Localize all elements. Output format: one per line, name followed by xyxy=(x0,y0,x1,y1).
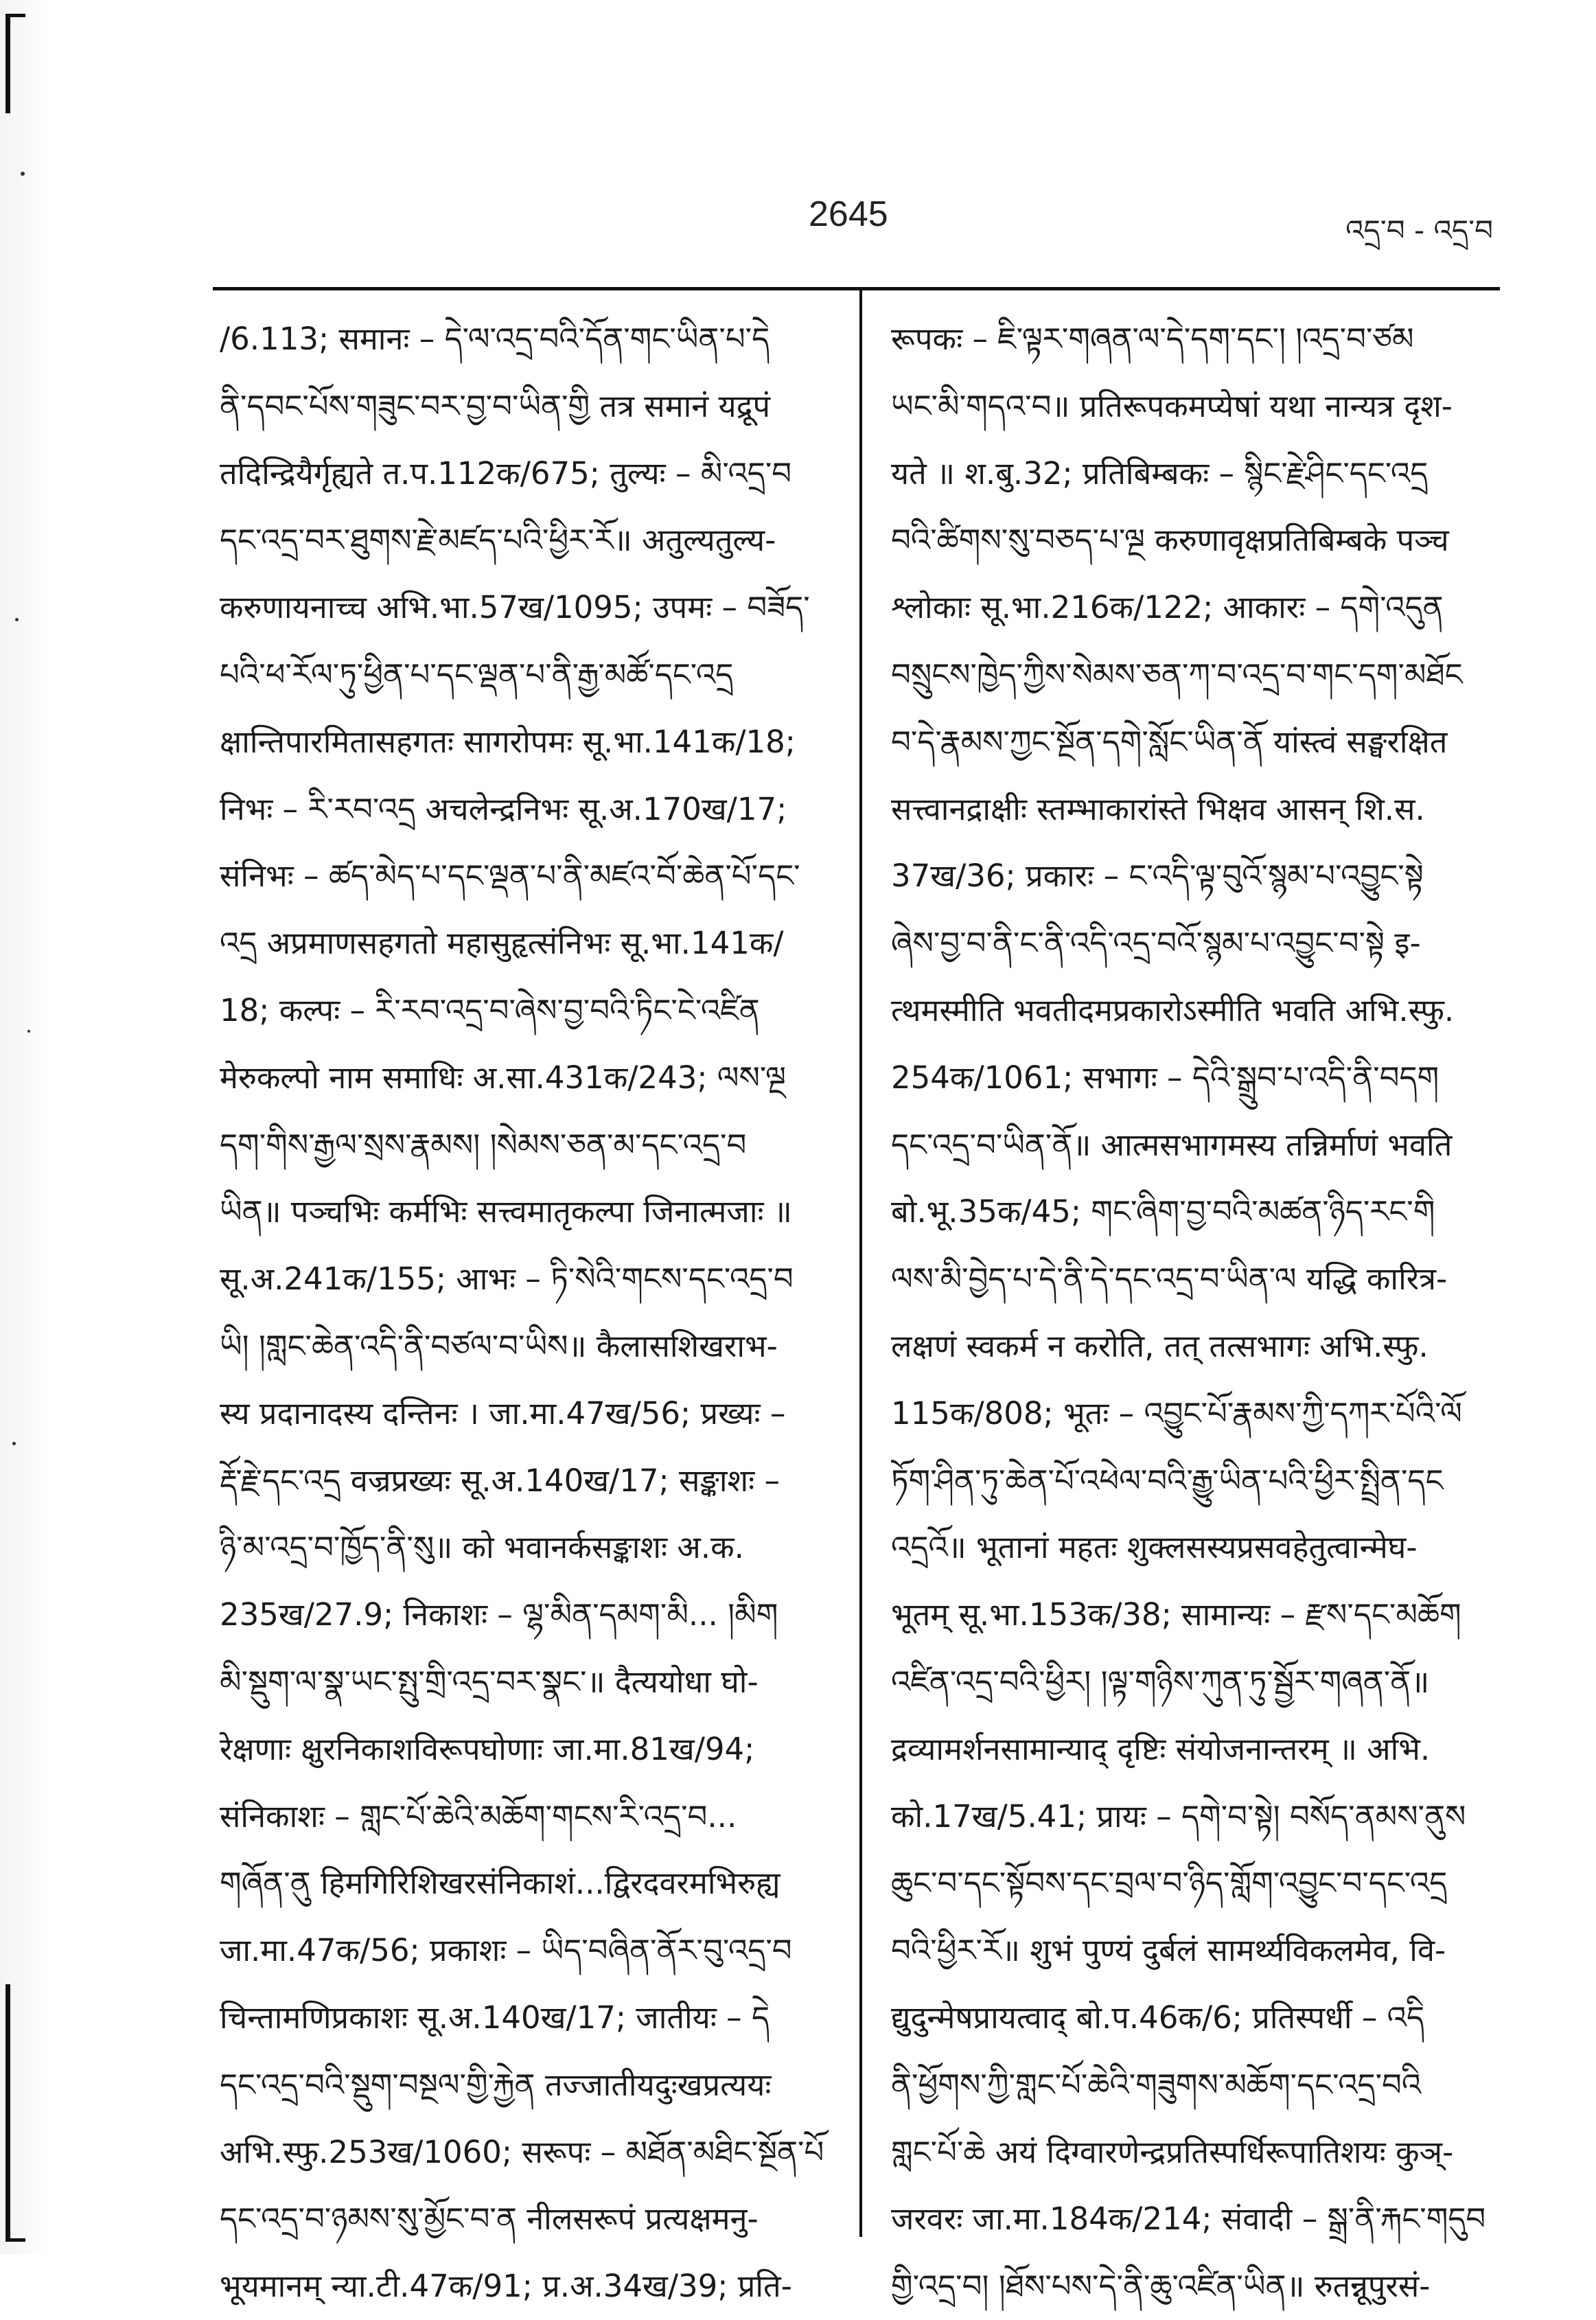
text-line: भूतम् सू.भा.153क/38; सामान्यः – རྫས་དང་མཆོག xyxy=(891,1596,1461,1633)
text-line: དང་འདྲ་བ་ཉམས་སུ་མྱོང་བ་ན नीलसरूपं प्रत्यक्षमनु- xyxy=(220,2201,759,2238)
text-line: जा.मा.47क/56; प्रकाशः – ཡིད་བཞིན་ནོར་བུ་འདྲ་བ xyxy=(220,1932,792,1969)
text-line: संनिकाशः – གླང་པོ་ཆེའི་མཆོག་གངས་རི་འདྲ་བ... xyxy=(220,1798,737,1835)
text-line: ཡང་མི་གདའ་བ॥ प्रतिरूपकमप्येषां यथा नान्यत्र दृश- xyxy=(891,387,1453,424)
text-line: ཉི་མ་འདྲ་བ་ཁྱོད་ནི་སུ॥ को भवानर्कसङ्काशः अ.क. xyxy=(220,1529,744,1566)
text-line: 37ख/36; प्रकारः – ང་འདི་ལྟ་བུའོ་སྙམ་པ་འབྱུང་སྟེ xyxy=(891,858,1424,895)
binding-mark-top xyxy=(5,14,25,113)
page-number: 2645 xyxy=(809,194,888,234)
text-line: लक्षणं स्वकर्म न करोति, तत् तत्सभागः अभि.स्फु. xyxy=(891,1327,1429,1364)
text-line: གཞོན་ནུ हिमगिरिशिखरसंनिकाशं...द्विरदवरमभिरुह्य xyxy=(220,1865,780,1902)
text-line: བའི་ཕྱིར་རོ॥ शुभं पुण्यं दुर्बलं सामर्थ्यविकलमेव, वि- xyxy=(891,1932,1446,1969)
text-line: བའི་ཚིགས་སུ་བཅད་པ་ལྔ करुणावृक्षप्रतिबिम्बके पञ्च xyxy=(891,522,1449,559)
text-line: बो.भू.35क/45; གང་ཞིག་བྱ་བའི་མཚན་ཉིད་རང་གི xyxy=(891,1193,1435,1230)
text-line: रेक्षणाः क्षुरनिकाशविरूपघोणाः जा.मा.81ख/94; xyxy=(220,1730,755,1767)
text-line: འདྲ अप्रमाणसहगतो महासुहृत्संनिभः सू.भा.141क/ xyxy=(220,925,784,962)
text-line: को.17ख/5.41; प्रायः – དགེ་བ་སྟེ། བསོད་ནམས་ནུས xyxy=(891,1798,1466,1835)
text-line: द्रव्यामर्शनसामान्याद् दृष्टिः संयोजनान्तरम् ॥ अभि. xyxy=(891,1730,1431,1767)
text-line: तदिन्द्रियैर्गृह्यते त.प.112क/675; तुल्यः – མི་འདྲ་བ xyxy=(220,455,792,492)
text-line: ནི་དབང་པོས་གཟུང་བར་བྱ་བ་ཡིན་གྱི तत्र समानं यद्रूपं xyxy=(220,387,771,424)
text-line: པའི་ཕ་རོལ་ཏུ་ཕྱིན་པ་དང་ལྡན་པ་ནི་རྒྱ་མཚོ་དང་འདྲ xyxy=(220,656,734,693)
text-line: 18; कल्पः – རི་རབ་འདྲ་བ་ཞེས་བྱ་བའི་ཏིང་ངེ་འཛིན xyxy=(220,991,760,1029)
text-line: /6.113; समानः – དེ་ལ་འདྲ་བའི་དོན་གང་ཡིན་པ་དེ xyxy=(220,321,770,357)
text-line: བ་དེ་རྣམས་ཀྱང་སྔོན་དགེ་སློང་ཡིན་ནོ यांस्त्वं सङ्घरक्षित xyxy=(891,723,1448,760)
text-line: ཡི། །གླང་ཆེན་འདི་ནི་བཙལ་བ་ཡིས॥ कैलासशिखराभ- xyxy=(220,1327,778,1364)
scan-speck xyxy=(12,1442,16,1445)
text-line: དག་གིས་རྒྱལ་སྲས་རྣམས། །སེམས་ཅན་མ་དང་འདྲ་བ xyxy=(220,1126,747,1163)
header-rule xyxy=(213,287,1500,290)
scan-speck xyxy=(27,1030,30,1033)
text-line: रूपकः – ཇི་ལྟར་གཞན་ལ་དེ་དག་དང་། །འདྲ་བ་ཙམ xyxy=(891,321,1414,357)
text-line: द्युदुन्मेषप्रायत्वाद् बो.प.46क/6; प्रतिस्पर्धी – འདི xyxy=(891,1999,1425,2036)
left-column xyxy=(220,306,837,2320)
text-line: དང་འདྲ་བའི་སྡུག་བསྔལ་གྱི་རྐྱེན तज्जातीयदुःखप्रत्ययः xyxy=(220,2066,772,2103)
text-line: 254क/1061; सभागः – དེའི་སྒྲུབ་པ་འདི་ནི་བདག xyxy=(891,1059,1439,1096)
column-divider xyxy=(859,287,862,2237)
text-line: ལས་མི་བྱེད་པ་དེ་ནི་དེ་དང་འདྲ་བ་ཡིན་ལ यद्धि कारित्र- xyxy=(891,1261,1448,1298)
text-line: सू.अ.241क/155; आभः – ཏི་སེའི་གངས་དང་འདྲ་བ xyxy=(220,1261,794,1298)
scan-speck xyxy=(21,172,25,176)
text-line: क्षान्तिपारमितासहगतः सागरोपमः सू.भा.141क/18; xyxy=(220,723,796,760)
text-line: ཞེས་བྱ་བ་ནི་ང་ནི་འདི་འདྲ་བའོ་སྙམ་པ་འབྱུང་བ་སྟེ इ- xyxy=(891,925,1421,962)
text-line: ཆུང་བ་དང་སྟོབས་དང་བྲལ་བ་ཉིད་གློག་འབྱུང་བ་དང་འདྲ xyxy=(891,1865,1448,1902)
text-line: རྡོ་རྗེ་དང་འདྲ वज्रप्रख्यः सू.अ.140ख/17; सङ्काशः – xyxy=(220,1462,780,1499)
text-line: त्थमस्मीति भवतीदमप्रकारोऽस्मीति भवति अभि.स्फु. xyxy=(891,991,1455,1029)
running-head: འདྲ་བ - འདྲ་བ xyxy=(1345,214,1493,247)
text-line: सत्त्वानद्राक्षीः स्तम्भाकारांस्ते भिक्षव आसन् शि.स. xyxy=(891,790,1425,827)
text-line: निभः – རི་རབ་འདྲ अचलेन्द्रनिभः सू.अ.170ख/17; xyxy=(220,790,787,827)
text-line: श्लोकाः सू.भा.216क/122; आकारः – དགེ་འདུན xyxy=(891,589,1444,626)
right-column xyxy=(891,306,1509,2320)
text-line: འཛིན་འདྲ་བའི་ཕྱིར། །ལྟ་གཉིས་ཀུན་ཏུ་སྦྱོར་གཞན་ནོ॥ xyxy=(891,1663,1430,1700)
text-line: स्य प्रदानादस्य दन्तिनः । जा.मा.47ख/56; प्रख्यः – xyxy=(220,1394,786,1432)
text-line: ནི་ཕྱོགས་ཀྱི་གླང་པོ་ཆེའི་གཟུགས་མཆོག་དང་འདྲ་བའི xyxy=(891,2066,1422,2103)
text-line: བསྲུངས་ཁྱེད་ཀྱིས་སེམས་ཅན་ཀ་བ་འདྲ་བ་གང་དག་མཐོང xyxy=(891,656,1463,693)
text-line: ཏོག་ཤིན་ཏུ་ཆེན་པོ་འཕེལ་བའི་རྒྱུ་ཡིན་པའི་ཕྱིར་སྤྲིན་དང xyxy=(891,1462,1444,1499)
scan-edge-shadow xyxy=(0,0,62,2254)
text-line: དང་འདྲ་བ་ཡིན་ནོ॥ आत्मसभागमस्य तन्निर्माणं भवति xyxy=(891,1126,1453,1163)
binding-mark-bottom xyxy=(5,1984,25,2242)
text-line: མི་སྡུག་ལ་སྣ་ཡང་སྤུ་གྲི་འདྲ་བར་སྣང་॥ दैत्ययोधा घो- xyxy=(220,1663,759,1700)
text-line: जरवरः जा.मा.184क/214; संवादी – སྒྲ་ནི་རྐང་གདུབ xyxy=(891,2201,1486,2238)
text-line: 115क/808; भूतः – འབྱུང་པོ་རྣམས་ཀྱི་དཀར་པོའི་ལོ xyxy=(891,1394,1462,1432)
text-line: भूयमानम् न्या.टी.47क/91; प्र.अ.34ख/39; प्रति- xyxy=(220,2268,792,2305)
text-line: मेरुकल्पो नाम समाधिः अ.सा.431क/243; ལས་ལྔ xyxy=(220,1059,787,1096)
text-line: གླང་པོ་ཆེ अयं दिग्वारणेन्द्रप्रतिस्पर्धिरूपातिशयः कुञ्- xyxy=(891,2133,1454,2170)
text-line: यते ॥ श.बु.32; प्रतिबिम्बकः – སྙིང་རྗེ་ཤིང་དང་འདྲ xyxy=(891,455,1429,492)
text-line: अभि.स्फु.253ख/1060; सरूपः – མཐོན་མཐིང་སྔོན་པོ xyxy=(220,2133,824,2170)
text-line: དང་འདྲ་བར་ཐུགས་རྗེ་མཛད་པའི་ཕྱིར་རོ॥ अतुल्यतुल्य- xyxy=(220,522,776,559)
text-line: གྱི་འདྲ་བ། །ཐོས་པས་དེ་ནི་ཆུ་འཛིན་ཡིན॥ रुतन्नूपुरसं- xyxy=(891,2268,1431,2305)
text-line: चिन्तामणिप्रकाशः सू.अ.140ख/17; जातीयः – དེ xyxy=(220,1999,770,2036)
text-line: करुणायनाच्च अभि.भा.57ख/1095; उपमः – བཟོད་ xyxy=(220,589,810,626)
text-line: འདྲའོ॥ भूतानां महतः शुक्लसस्यप्रसवहेतुत्वान्मेघ- xyxy=(891,1529,1418,1566)
text-line: संनिभः – ཚད་མེད་པ་དང་ལྡན་པ་ནི་མཛའ་བོ་ཆེན་པོ་དང་ xyxy=(220,858,800,895)
text-line: ཡིན॥ पञ्चभिः कर्मभिः सत्त्वमातृकल्पा जिनात्मजाः ॥ xyxy=(220,1193,792,1230)
scan-speck xyxy=(15,618,19,621)
text-line: 235ख/27.9; निकाशः – ལྷ་མིན་དམག་མི... །མིག xyxy=(220,1596,778,1633)
